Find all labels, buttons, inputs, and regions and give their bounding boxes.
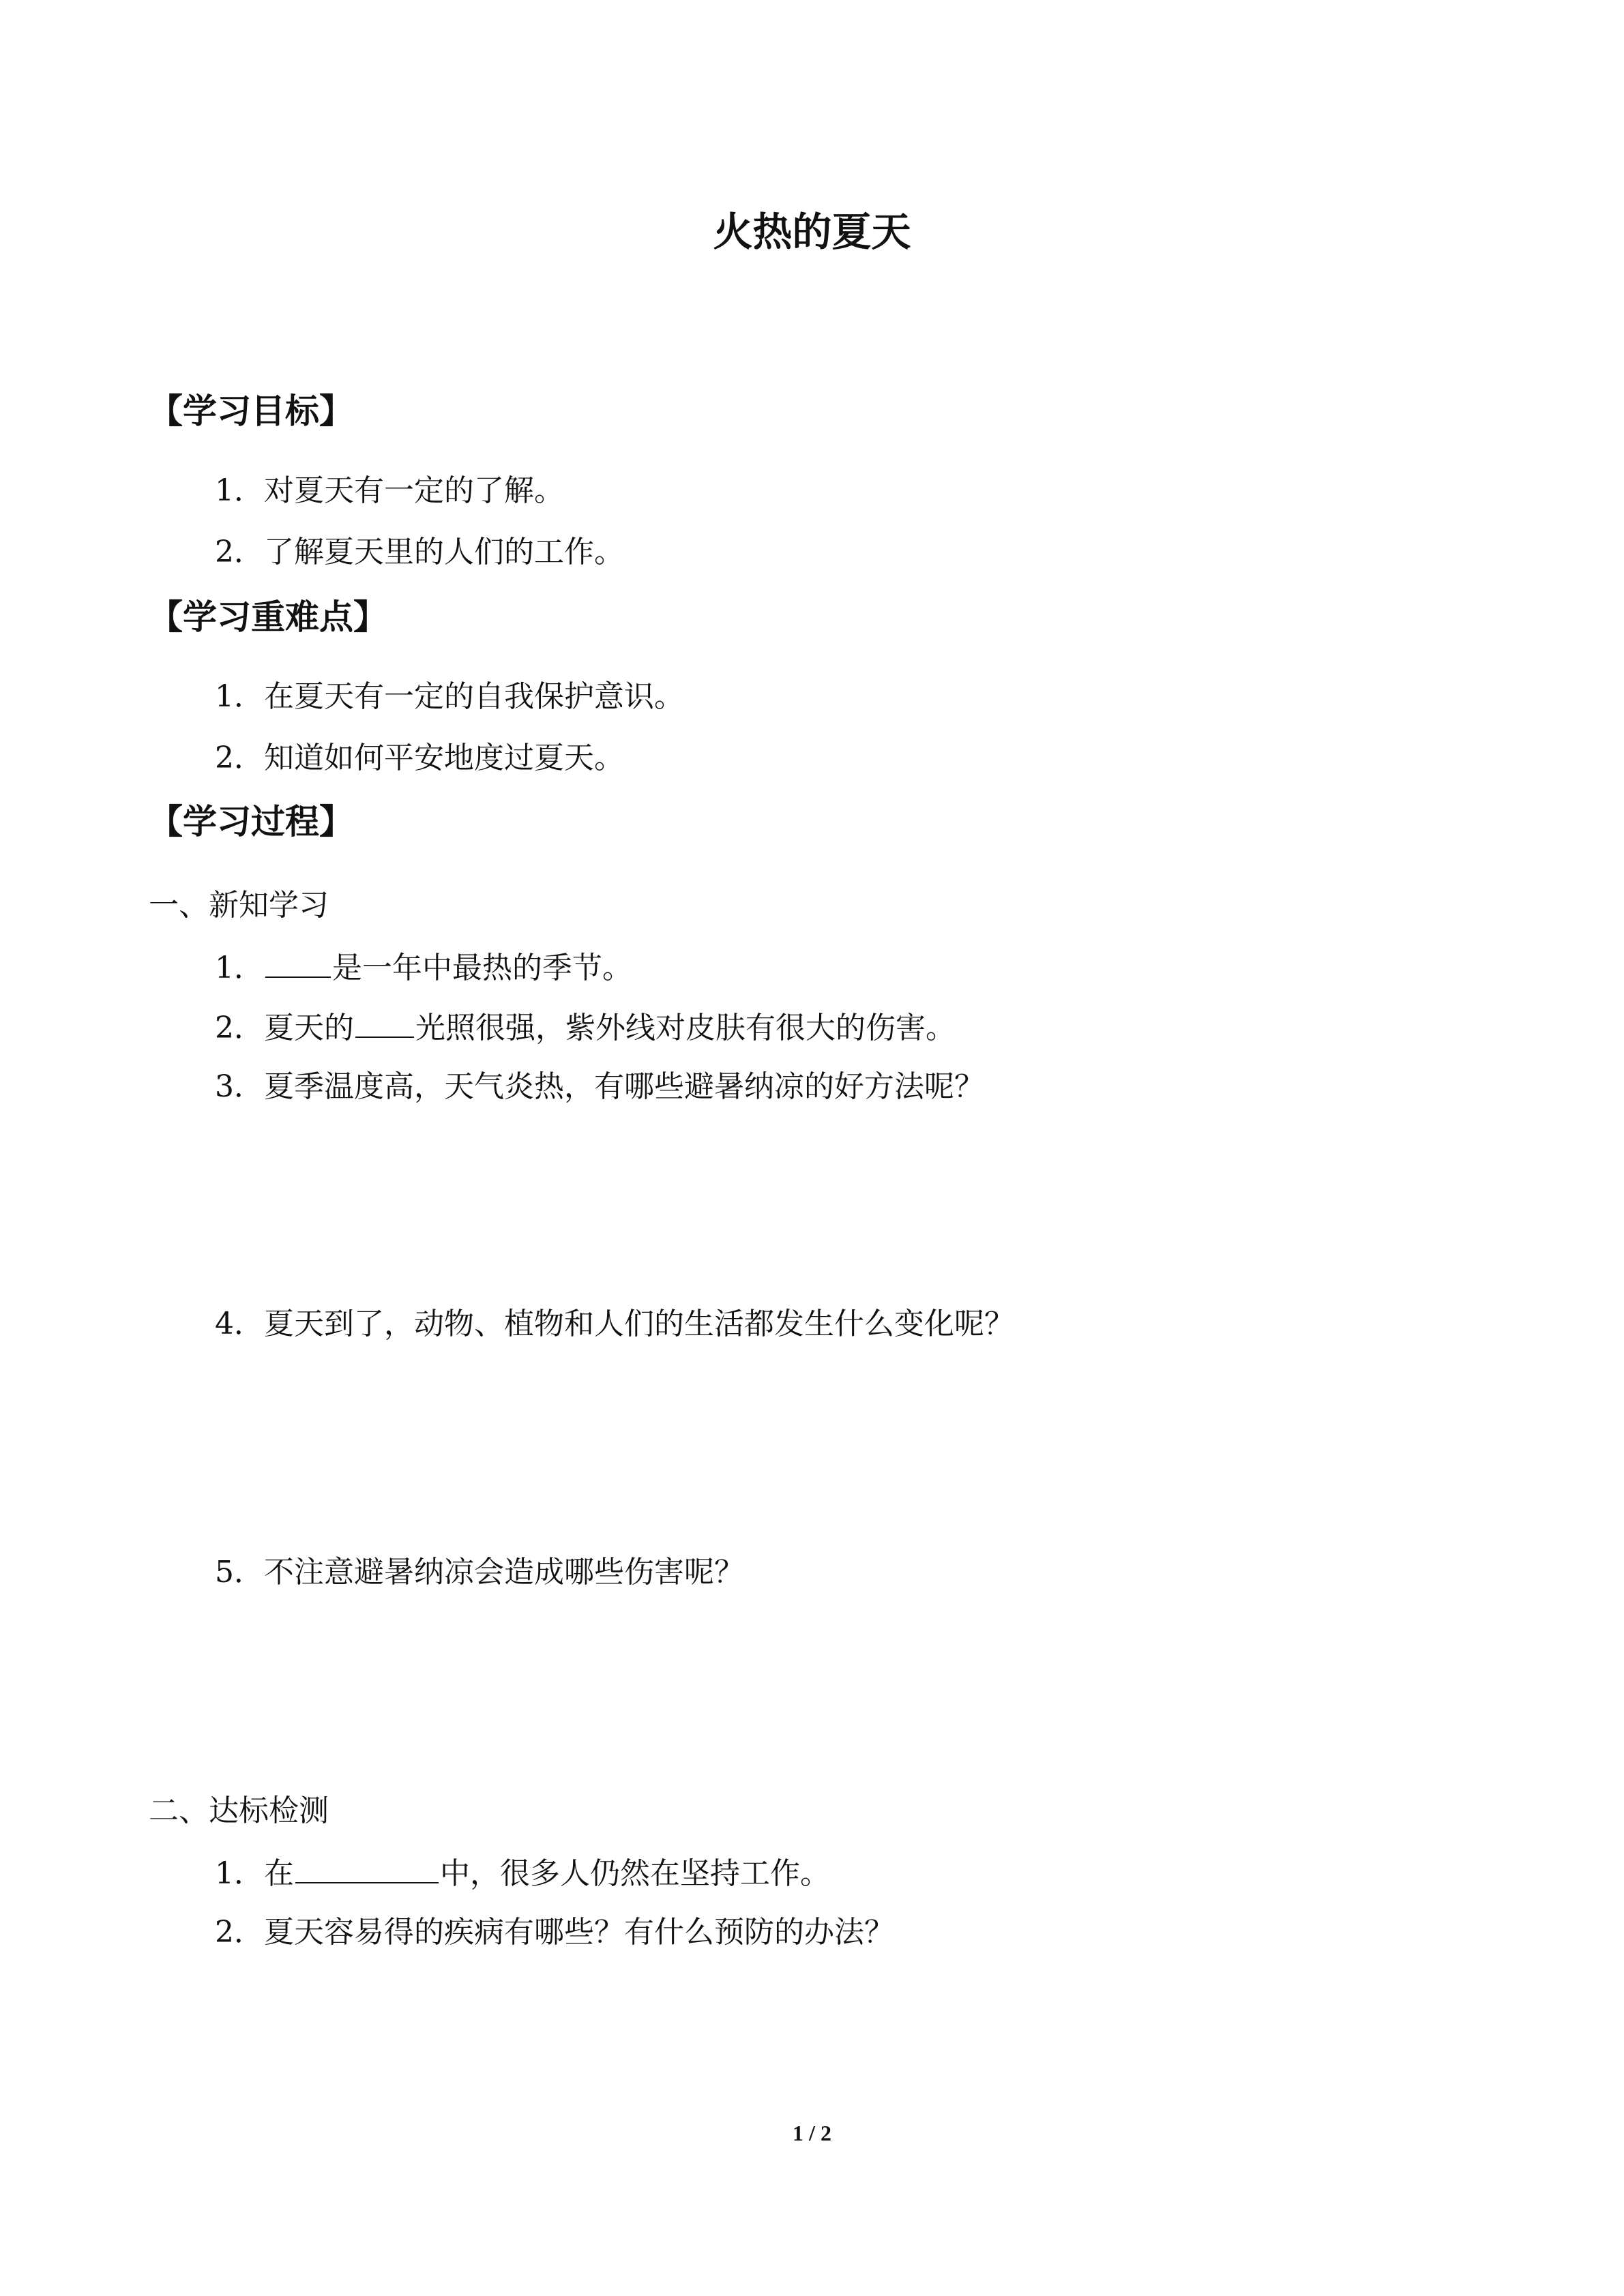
- question-4: 4．夏天到了，动物、植物和人们的生活都发生什么变化呢？: [215, 1307, 1014, 1341]
- section-assessment: 二、达标检测: [149, 1793, 329, 1828]
- question-2-prefix: 2．夏天的: [215, 1011, 354, 1045]
- heading-objectives: 【学习目标】: [149, 391, 353, 431]
- question-1-prefix: 1．: [215, 951, 264, 985]
- question-2-suffix: 光照很强，紫外线对皮肤有很大的伤害。: [415, 1011, 956, 1045]
- fill-blank[interactable]: [265, 946, 331, 978]
- key-point-item-1: 1．在夏天有一定的自我保护意识。: [215, 679, 684, 714]
- heading-key-points: 【学习重难点】: [149, 597, 387, 637]
- question-3: 3．夏季温度高，天气炎热，有哪些避暑纳凉的好方法呢？: [215, 1069, 984, 1104]
- objective-item-1: 1．对夏天有一定的了解。: [215, 473, 564, 508]
- assessment-question-1-suffix: 中，很多人仍然在坚持工作。: [440, 1856, 830, 1891]
- heading-process: 【学习过程】: [149, 802, 353, 841]
- assessment-question-1-prefix: 1．在: [215, 1856, 294, 1891]
- key-point-item-2: 2．知道如何平安地度过夏天。: [215, 741, 624, 775]
- fill-blank[interactable]: [295, 1852, 439, 1883]
- section-new-knowledge: 一、新知学习: [149, 888, 329, 923]
- fill-blank[interactable]: [355, 1007, 414, 1038]
- assessment-question-1: [215, 1852, 830, 1894]
- question-2: [215, 1007, 956, 1049]
- question-1: [215, 946, 632, 989]
- assessment-question-2: 2．夏天容易得的疾病有哪些？有什么预防的办法？: [215, 1915, 894, 1950]
- page-title: 火热的夏天: [713, 209, 911, 255]
- question-1-suffix: 是一年中最热的季节。: [332, 951, 632, 985]
- page-number: 1 / 2: [793, 2121, 831, 2145]
- question-5: 5．不注意避暑纳凉会造成哪些伤害呢？: [215, 1555, 744, 1590]
- objective-item-2: 2．了解夏天里的人们的工作。: [215, 535, 624, 569]
